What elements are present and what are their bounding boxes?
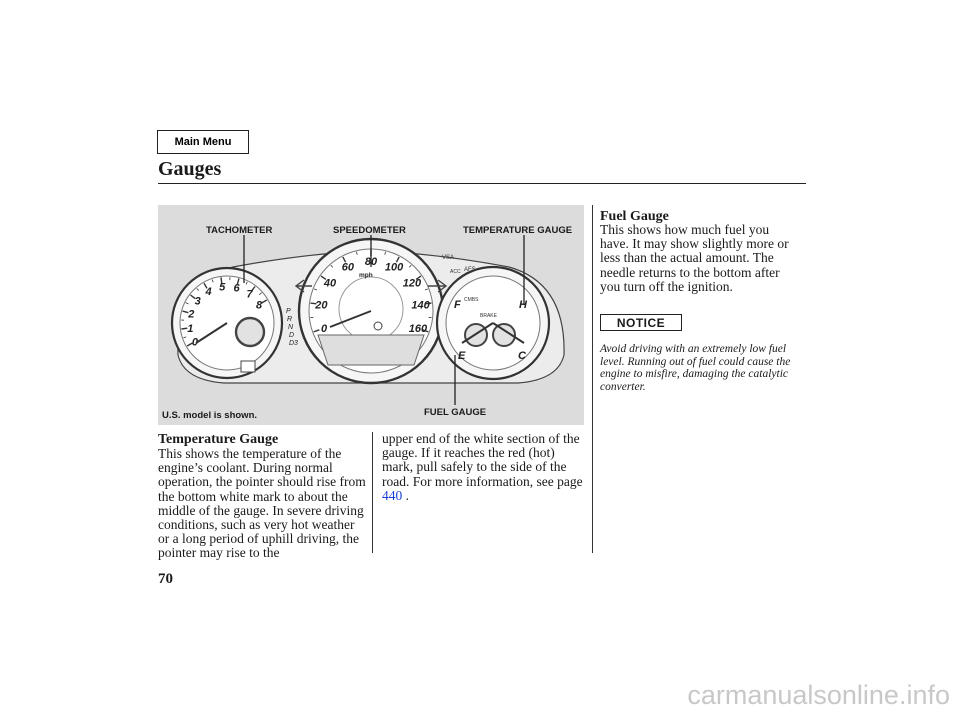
gear-letter: D3 bbox=[289, 340, 298, 347]
speedometer-number: 60 bbox=[341, 261, 355, 274]
speedometer-number: 40 bbox=[323, 277, 337, 290]
model-note: U.S. model is shown. bbox=[162, 410, 258, 421]
speedometer-number: 140 bbox=[411, 299, 430, 312]
watermark: carmanualsonline.info bbox=[687, 680, 950, 710]
afs-indicator: AFS bbox=[464, 267, 476, 273]
tachometer-number: 1 bbox=[187, 322, 194, 335]
temperature-gauge-text-col1: This shows the temperature of the engine’s coolant. During normal operation, the pointer should rise from the bottom white mark to about the middle of the gauge. In severe driving conditions, such as very hot weather or a long period of uphill driving, the pointer may rise to the bbox=[158, 446, 366, 561]
vsa-indicator: VSA bbox=[442, 255, 455, 261]
gear-letter: R bbox=[287, 316, 293, 323]
speedometer-number: 20 bbox=[315, 299, 328, 312]
gear-letter: P bbox=[286, 308, 291, 315]
tachometer-number: 8 bbox=[255, 299, 263, 312]
temperature-gauge-text-col2 bbox=[382, 432, 587, 503]
speedometer-number: 120 bbox=[402, 277, 422, 290]
fuel-gauge-heading: Fuel Gauge bbox=[600, 209, 669, 224]
speed-unit: mph bbox=[359, 272, 373, 279]
column-divider-right bbox=[592, 205, 593, 553]
gear-letter: D bbox=[289, 332, 295, 339]
page-440-link[interactable]: 440 bbox=[382, 487, 403, 503]
temp-hot-letter: H bbox=[519, 299, 527, 311]
tachometer-number: 3 bbox=[194, 295, 201, 308]
fuel-gauge-text: This shows how much fuel you have. It may show slightly more or less than the actual amount. The needle returns to the bottom after you turn off the ignition. bbox=[600, 222, 789, 294]
cmbs-indicator: CMBS bbox=[464, 297, 479, 303]
speedometer-number: 0 bbox=[320, 323, 328, 336]
temperature-gauge-heading: Temperature Gauge bbox=[158, 432, 279, 447]
tachometer-number: 4 bbox=[205, 285, 212, 298]
fuel-full-letter: F bbox=[454, 299, 461, 311]
tachometer-number: 0 bbox=[191, 336, 199, 349]
fuel-gauge-label: FUEL GAUGE bbox=[424, 407, 487, 418]
temperature-gauge-continued: upper end of the white section of the gauge. If it reaches the red (hot) mark, pull safely to the side of the road. For more information, see page bbox=[382, 431, 583, 489]
tachometer-number: 7 bbox=[246, 288, 253, 301]
title-divider bbox=[158, 183, 806, 184]
fuel-empty-letter: E bbox=[458, 350, 466, 362]
tachometer-number: 5 bbox=[219, 281, 226, 294]
main-menu-button[interactable]: Main Menu bbox=[157, 130, 249, 154]
brake-indicator: BRAKE bbox=[480, 313, 497, 319]
temperature-gauge-label: TEMPERATURE GAUGE bbox=[463, 225, 573, 236]
speedometer-number: 160 bbox=[408, 323, 428, 336]
page-number: 70 bbox=[158, 571, 173, 587]
page-title: Gauges bbox=[158, 158, 222, 180]
tachometer-number: 2 bbox=[188, 308, 195, 321]
cluster-illustration bbox=[158, 205, 584, 425]
notice-badge bbox=[600, 314, 682, 331]
gear-letter: N bbox=[288, 324, 294, 331]
trailing-period: . bbox=[402, 487, 409, 503]
notice-badge-label: NOTICE bbox=[616, 315, 666, 330]
column-divider-left bbox=[372, 432, 373, 553]
tachometer-label: TACHOMETER bbox=[206, 225, 273, 236]
temp-cold-letter: C bbox=[518, 350, 526, 362]
acc-indicator: ACC bbox=[450, 269, 461, 275]
tachometer-number: 6 bbox=[233, 282, 240, 295]
speedometer-number: 100 bbox=[384, 261, 404, 274]
instrument-cluster-figure bbox=[158, 205, 584, 425]
speedometer-label: SPEEDOMETER bbox=[333, 225, 406, 236]
speedometer-number: 80 bbox=[364, 256, 378, 268]
notice-text: Avoid driving with an extremely low fuel level. Running out of fuel could cause the engine to misfire, damaging the catalytic converter. bbox=[600, 343, 791, 393]
